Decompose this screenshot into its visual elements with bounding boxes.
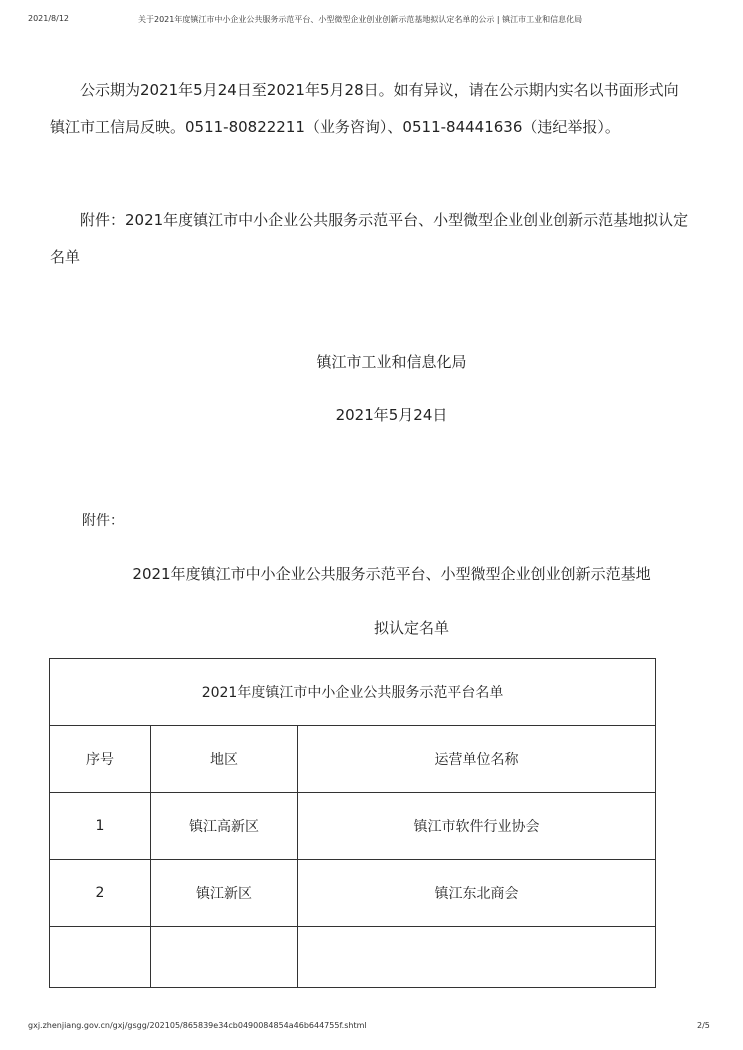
attachment-paragraph: 附件：2021年度镇江市中小企业公共服务示范平台、小型微型企业创业创新示范基地拟认定名单 — [50, 211, 689, 266]
column-header-region: 地区 — [151, 726, 298, 793]
attachment-title-line2: 拟认定名单 — [373, 619, 449, 637]
table-row-continued — [50, 927, 656, 988]
row-region: 镇江新区 — [151, 860, 298, 927]
row-operator: 镇江东北商会 — [298, 860, 656, 927]
print-footer-url: gxj.zhenjiang.gov.cn/gxj/gsgg/202105/865839e34cb0490084854a46b644755f.shtml — [28, 1021, 367, 1030]
attachment-title-line1: 2021年度镇江市中小企业公共服务示范平台、小型微型企业创业创新示范基地 — [132, 565, 651, 583]
signature-date: 2021年5月24日 — [335, 406, 448, 424]
column-header-index: 序号 — [50, 726, 151, 793]
row-index: 1 — [50, 793, 151, 860]
table-row — [50, 793, 656, 860]
empty-cell — [151, 927, 298, 988]
row-index: 2 — [50, 860, 151, 927]
table-caption: 2021年度镇江市中小企业公共服务示范平台名单 — [50, 659, 656, 726]
table-row — [50, 860, 656, 927]
attachment-label: 附件： — [82, 513, 124, 529]
empty-cell — [50, 927, 151, 988]
row-operator: 镇江市软件行业协会 — [298, 793, 656, 860]
print-header-title: 关于2021年度镇江市中小企业公共服务示范平台、小型微型企业创业创新示范基地拟认定名单的公示 | 镇江市工业和信息化局 — [138, 15, 583, 24]
signature-organization: 镇江市工业和信息化局 — [316, 353, 467, 371]
column-header-operator: 运营单位名称 — [298, 726, 656, 793]
platform-list-table — [49, 658, 656, 988]
row-region: 镇江高新区 — [151, 793, 298, 860]
print-footer-page-number: 2/5 — [697, 1021, 710, 1030]
notice-paragraph: 公示期为2021年5月24日至2021年5月28日。如有异议，请在公示期内实名以书面形式向镇江市工信局反映。0511-80822211（业务咨询）、0511-84441636（违纪举报）。 — [50, 81, 679, 136]
print-header-date: 2021/8/12 — [28, 14, 70, 23]
empty-cell — [298, 927, 656, 988]
